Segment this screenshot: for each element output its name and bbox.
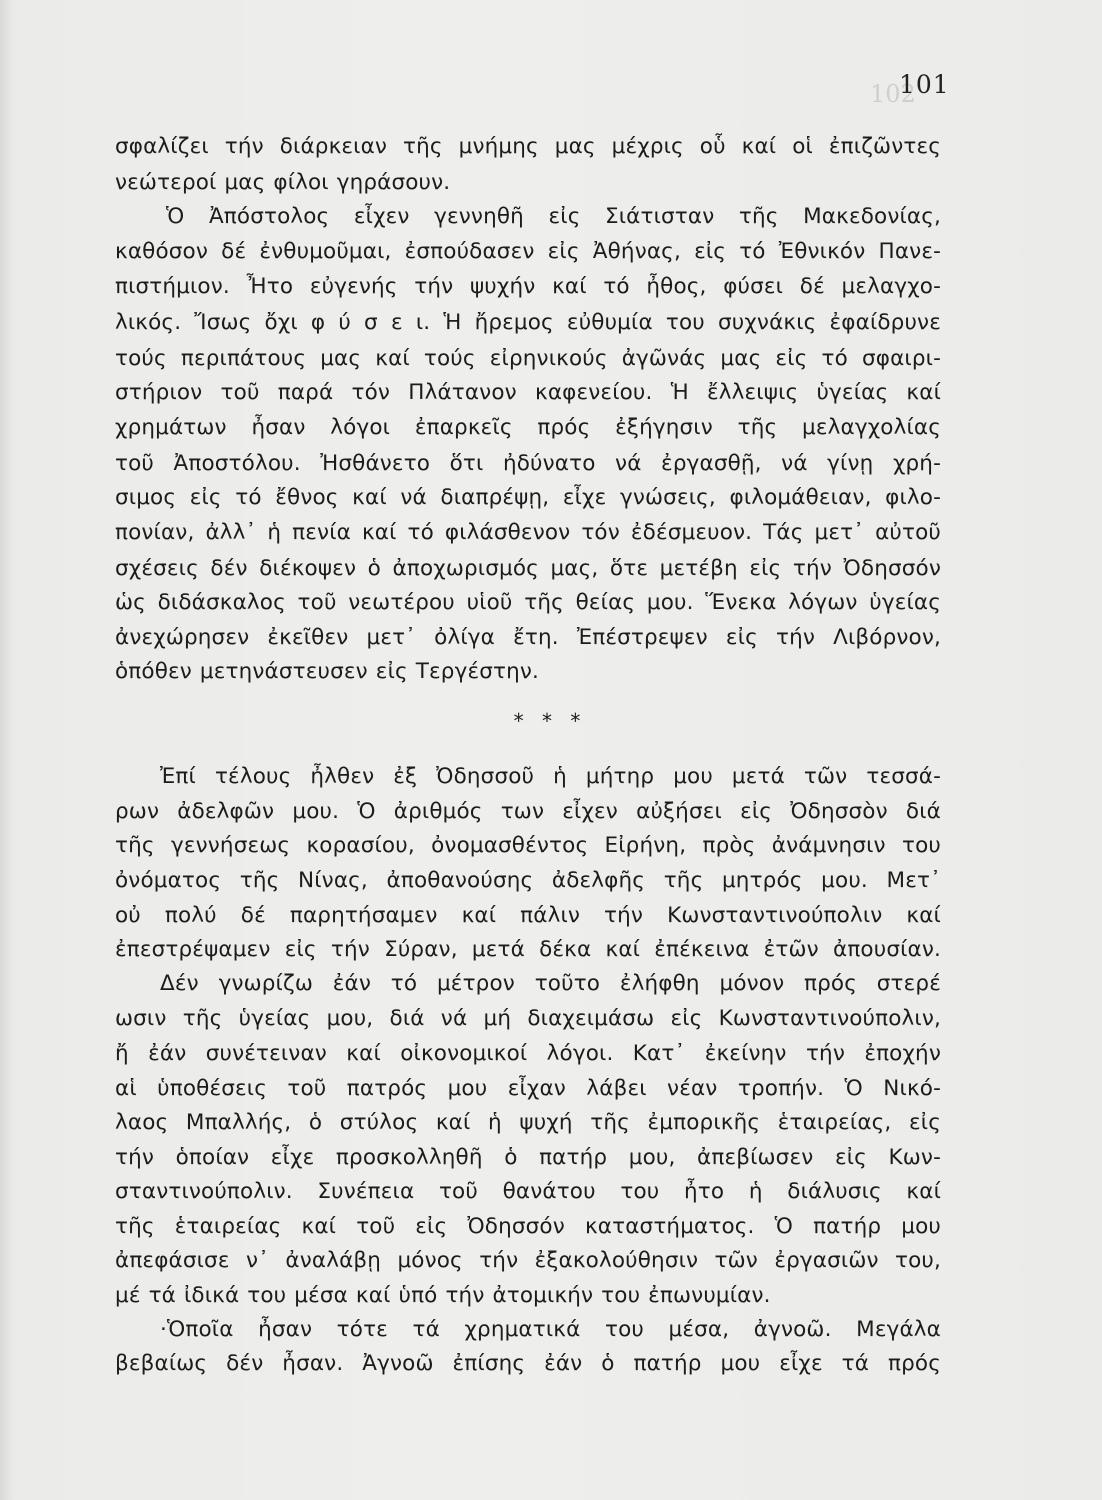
page-number: 101 bbox=[899, 70, 950, 99]
text-line: ὡς διδάσκαλος τοῦ νεωτέρου υἱοῦ τῆς θείας μου. Ἕνεκα λόγων ὑγείας bbox=[115, 590, 941, 615]
text-line: πονίαν, ἀλλ᾽ ἡ πενία καί τό φιλάσθενον τόν ἐδέσμευον. Τάς μετ᾽ αὐτοῦ bbox=[115, 520, 941, 545]
text-line: σιμος εἰς τό ἔθνος καί νά διαπρέψῃ, εἶχε γνώσεις, φιλομάθειαν, φιλο- bbox=[115, 485, 941, 510]
text-line: αἱ ὑποθέσεις τοῦ πατρός μου εἶχαν λάβει νέαν τροπήν. Ὁ Νικό- bbox=[115, 1076, 941, 1101]
text-line: ·Ὁποῖα ἦσαν τότε τά χρηματικά του μέσα, ἀγνοῶ. Μεγάλα bbox=[160, 1317, 941, 1342]
text-line: πιστήμιον. Ἦτο εὐγενής τήν ψυχήν καί τό ἦθος, φύσει δέ μελαγχο- bbox=[115, 274, 941, 299]
text-line: τῆς ἑταιρείας καί τοῦ εἰς Ὀδησσόν καταστήματος. Ὁ πατήρ μου bbox=[115, 1214, 941, 1239]
text-line: τοῦ Ἀποστόλου. Ἠσθάνετο ὅτι ἠδύνατο νά ἐργασθῇ, νά γίνῃ χρή- bbox=[115, 451, 941, 476]
text-line: ἐπεστρέψαμεν εἰς τήν Σύραν, μετά δέκα καί ἐπέκεινα ἐτῶν ἀπουσίαν. bbox=[115, 937, 941, 962]
text-line: ὁπόθεν μετηνάστευσεν εἰς Τεργέστην. bbox=[115, 659, 540, 684]
text-line: Ὁ Ἀπόστολος εἶχεν γεννηθῆ εἰς Σιάτισταν τῆς Μακεδονίας, bbox=[166, 204, 941, 229]
text-line: τούς περιπάτους μας καί τούς εἰρηνικούς ἀγῶνάς μας εἰς τό σφαιρι- bbox=[115, 346, 941, 371]
text-line: μέ τά ἰδικά του μέσα καί ὑπό τήν ἀτομικήν του ἐπωνυμίαν. bbox=[115, 1283, 771, 1308]
text-line: ἀνεχώρησεν ἐκεῖθεν μετ᾽ ὀλίγα ἔτη. Ἐπέστρεψεν εἰς τήν Λιβόρνον, bbox=[115, 625, 941, 650]
text-line: οὐ πολύ δέ παρητήσαμεν καί πάλιν τήν Κωνσταντινούπολιν καί bbox=[115, 903, 941, 928]
bleed-through-page-number: 102 bbox=[870, 80, 916, 108]
text-line: Ἐπί τέλους ἦλθεν ἐξ Ὀδησσοῦ ἡ μήτηρ μου μετά τῶν τεσσά- bbox=[160, 764, 941, 789]
text-line: τήν ὁποίαν εἶχε προσκολληθῆ ὁ πατήρ μου, ἀπεβίωσεν εἰς Κων- bbox=[115, 1145, 941, 1170]
text-line: τῆς γεννήσεως κορασίου, ὀνομασθέντος Εἰρήνη, πρὸς ἀνάμνησιν του bbox=[115, 833, 941, 858]
text-line: σταντινούπολιν. Συνέπεια τοῦ θανάτου του ἦτο ἡ διάλυσις καί bbox=[115, 1179, 941, 1204]
text-line: ὀνόματος τῆς Νίνας, ἀποθανούσης ἀδελφῆς τῆς μητρός μου. Μετ᾽ bbox=[115, 868, 941, 893]
text-line: νεώτεροί μας φίλοι γηράσουν. bbox=[115, 170, 451, 195]
text-line: ρων ἀδελφῶν μου. Ὁ ἀριθμός των εἶχεν αὐξήσει εἰς Ὀδησσὸν διά bbox=[115, 799, 941, 824]
text-line: σχέσεις δέν διέκοψεν ὁ ἀποχωρισμός μας, ὅτε μετέβη εἰς τήν Ὀδησσόν bbox=[115, 556, 941, 581]
text-line: σφαλίζει τήν διάρκειαν τῆς μνήμης μας μέχρις οὗ καί οἱ ἐπιζῶντες bbox=[115, 134, 941, 159]
text-line: χρημάτων ἦσαν λόγοι ἐπαρκεῖς πρός ἐξήγησιν τῆς μελαγχολίας bbox=[115, 415, 941, 440]
text-line: ἤ ἐάν συνέτειναν καί οἰκονομικοί λόγοι. Κατ᾽ ἐκείνην τήν ἐποχήν bbox=[115, 1041, 941, 1066]
text-line: λικός. Ἴσως ὄχι φ ύ σ ε ι. Ἡ ἤρεμος εὐθυμία του συχνάκις ἐφαίδρυνε bbox=[115, 310, 941, 335]
section-separator: * * * bbox=[513, 709, 587, 733]
text-line: ωσιν τῆς ὑγείας μου, διά νά μή διαχειμάσω εἰς Κωνσταντινούπολιν, bbox=[115, 1006, 941, 1031]
text-line: ἀπεφάσισε ν᾽ ἀναλάβῃ μόνος τήν ἐξακολούθησιν τῶν ἐργασιῶν του, bbox=[115, 1248, 941, 1273]
text-line: στήριον τοῦ παρά τόν Πλάτανον καφενείου. Ἡ ἔλλειψις ὑγείας καί bbox=[115, 380, 941, 405]
text-line: Δέν γνωρίζω ἐάν τό μέτρον τοῦτο ἐλήφθη μόνον πρός στερέ bbox=[160, 971, 941, 996]
text-line: βεβαίως δέν ἦσαν. Ἀγνοῶ ἐπίσης ἐάν ὁ πατήρ μου εἶχε τά πρός bbox=[115, 1351, 941, 1376]
text-line: καθόσον δέ ἐνθυμοῦμαι, ἐσπούδασεν εἰς Ἀθήνας, εἰς τό Ἐθνικόν Πανε- bbox=[115, 239, 941, 264]
text-line: λαος Μπαλλής, ὁ στύλος καί ἡ ψυχή τῆς ἐμπορικῆς ἑταιρείας, εἰς bbox=[115, 1110, 941, 1135]
